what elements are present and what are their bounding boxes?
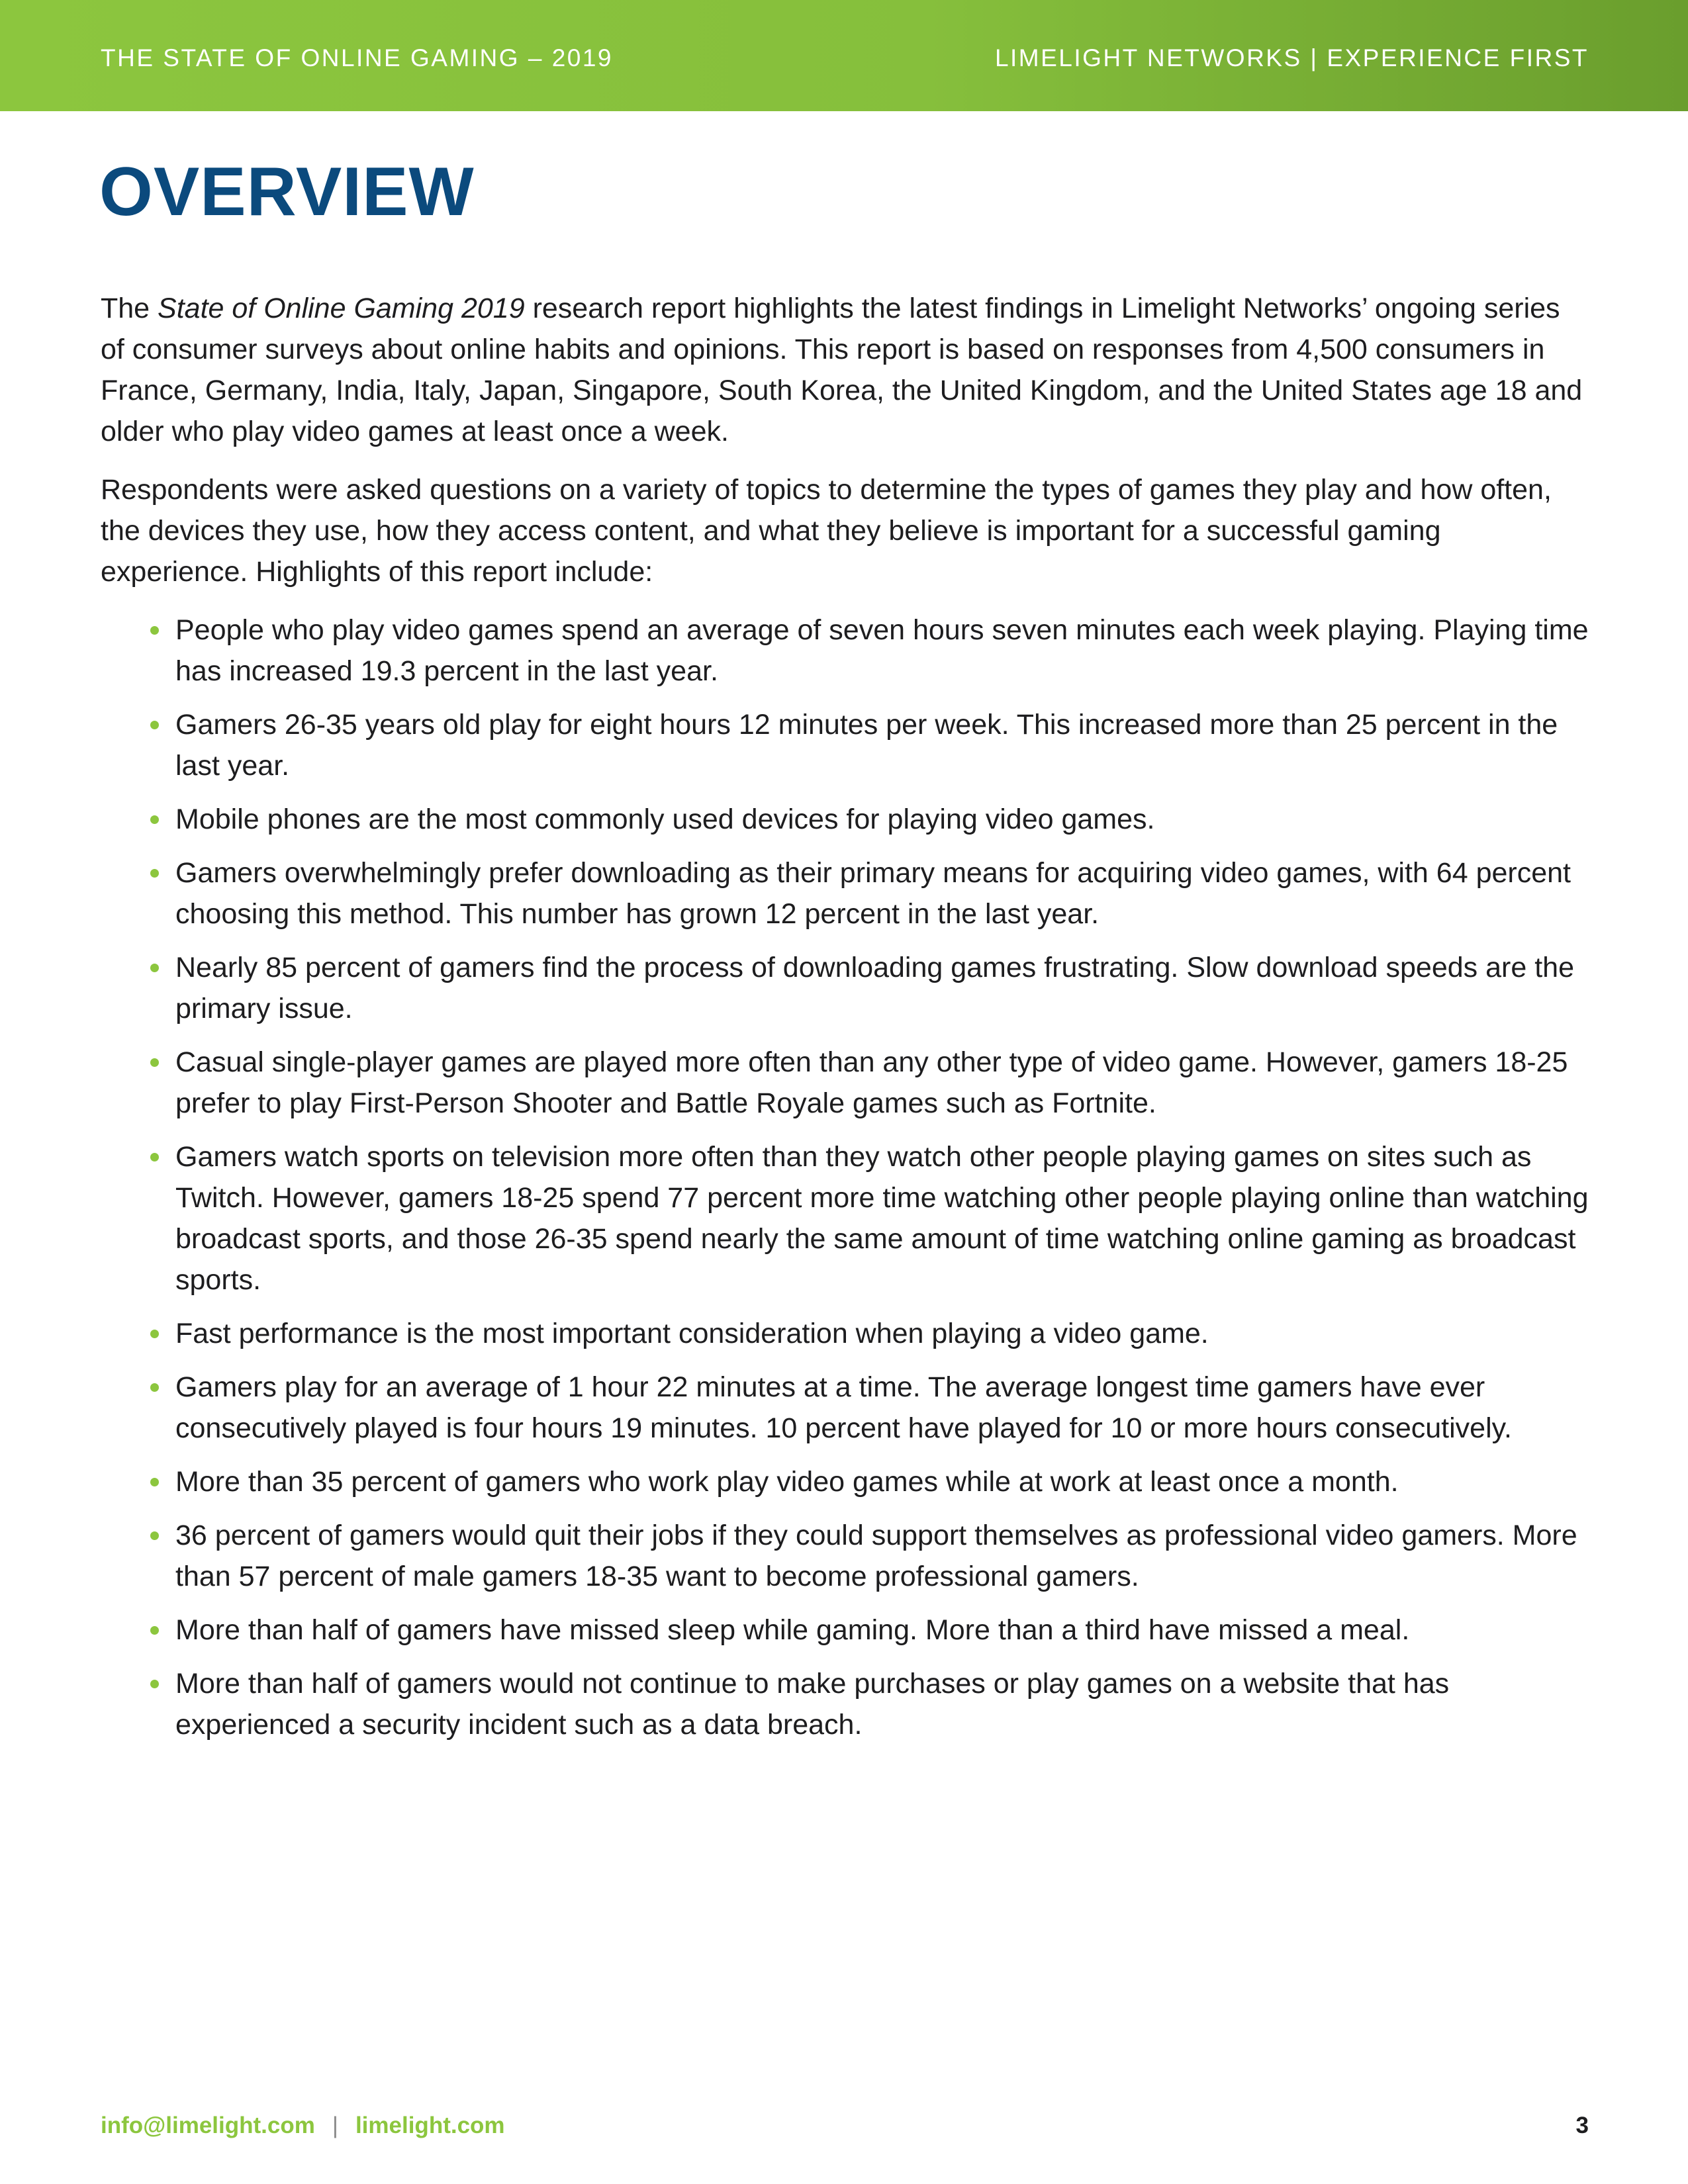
bullet-icon xyxy=(150,1383,159,1392)
list-item: 36 percent of gamers would quit their jobs if they could support themselves as professional video gamers. More than 57 percent of male gamers 18-35 want to become professional gamers. xyxy=(175,1515,1590,1597)
intro-prefix: The xyxy=(101,293,158,324)
highlights-intro-paragraph: Respondents were asked questions on a variety of topics to determine the types of games they play and how often, the devices they use, how they access content, and what they believe is important for a successful gaming experience. Highlights of this report include: xyxy=(101,474,1552,588)
bullet-icon xyxy=(150,626,159,635)
list-item: Mobile phones are the most commonly used devices for playing video games. xyxy=(175,799,1590,840)
website-link[interactable]: limelight.com xyxy=(355,2113,505,2138)
bullet-icon xyxy=(150,721,159,729)
list-item: More than half of gamers have missed sleep while gaming. More than a third have missed a meal. xyxy=(175,1610,1590,1651)
bullet-icon xyxy=(150,964,159,972)
list-item: Gamers 26-35 years old play for eight hours 12 minutes per week. This increased more than 25 percent in the last year. xyxy=(175,704,1590,786)
bullet-icon xyxy=(150,1680,159,1688)
highlights-list xyxy=(101,610,1590,1745)
bullet-icon xyxy=(150,869,159,878)
company-tagline-header: LIMELIGHT NETWORKS | EXPERIENCE FIRST xyxy=(994,44,1589,71)
bullet-icon xyxy=(150,1626,159,1635)
list-item: Fast performance is the most important consideration when playing a video game. xyxy=(175,1313,1590,1354)
bullet-icon xyxy=(150,1531,159,1540)
header-bar xyxy=(0,0,1688,111)
overview-content xyxy=(101,288,1590,1758)
bullet-icon xyxy=(150,1478,159,1486)
footer-separator: | xyxy=(332,2113,338,2138)
footer-links xyxy=(101,2111,505,2140)
report-title-header: THE STATE OF ONLINE GAMING – 2019 xyxy=(101,44,614,71)
list-item: More than 35 percent of gamers who work play video games while at work at least once a month. xyxy=(175,1461,1590,1502)
page-number: 3 xyxy=(1575,2113,1589,2138)
list-item: People who play video games spend an average of seven hours seven minutes each week playing. Playing time has increased 19.3 percent in the last year. xyxy=(175,610,1590,692)
list-item: Gamers overwhelmingly prefer downloading as their primary means for acquiring video games, with 64 percent choosing this method. This number has grown 12 percent in the last year. xyxy=(175,852,1590,934)
bullet-icon xyxy=(150,1153,159,1161)
bullet-icon xyxy=(150,1330,159,1338)
page-title: OVERVIEW xyxy=(99,154,475,230)
bullet-icon xyxy=(150,1058,159,1067)
bullet-icon xyxy=(150,815,159,824)
email-link[interactable]: info@limelight.com xyxy=(101,2113,315,2138)
list-item: Gamers play for an average of 1 hour 22 minutes at a time. The average longest time gamers have ever consecutively played is four hours 19 minutes. 10 percent have played for 10 or more hours consecutively. xyxy=(175,1367,1590,1449)
list-item: Nearly 85 percent of gamers find the process of downloading games frustrating. Slow download speeds are the primary issue. xyxy=(175,947,1590,1029)
list-item: Casual single-player games are played more often than any other type of video game. However, gamers 18-25 prefer to play First-Person Shooter and Battle Royale games such as Fortnite. xyxy=(175,1042,1590,1124)
intro-rest: research report highlights the latest findings in Limelight Networks’ ongoing series of consumer surveys about online habits and opinions. This report is based on responses from 4,500 consumers in France, Germany, India, Italy, Japan, Singapore, South Korea, the United Kingdom, and the United States age 18 and older who play video games at least once a week. xyxy=(101,293,1583,447)
intro-paragraph xyxy=(101,288,1590,452)
report-name: State of Online Gaming 2019 xyxy=(158,293,525,324)
list-item: Gamers watch sports on television more often than they watch other people playing games on sites such as Twitch. However, gamers 18-25 spend 77 percent more time watching other people playing online than watching broadcast sports, and those 26-35 spend nearly the same amount of time watching online gaming as broadcast sports. xyxy=(175,1136,1590,1300)
list-item: More than half of gamers would not continue to make purchases or play games on a website that has experienced a security incident such as a data breach. xyxy=(175,1663,1590,1745)
